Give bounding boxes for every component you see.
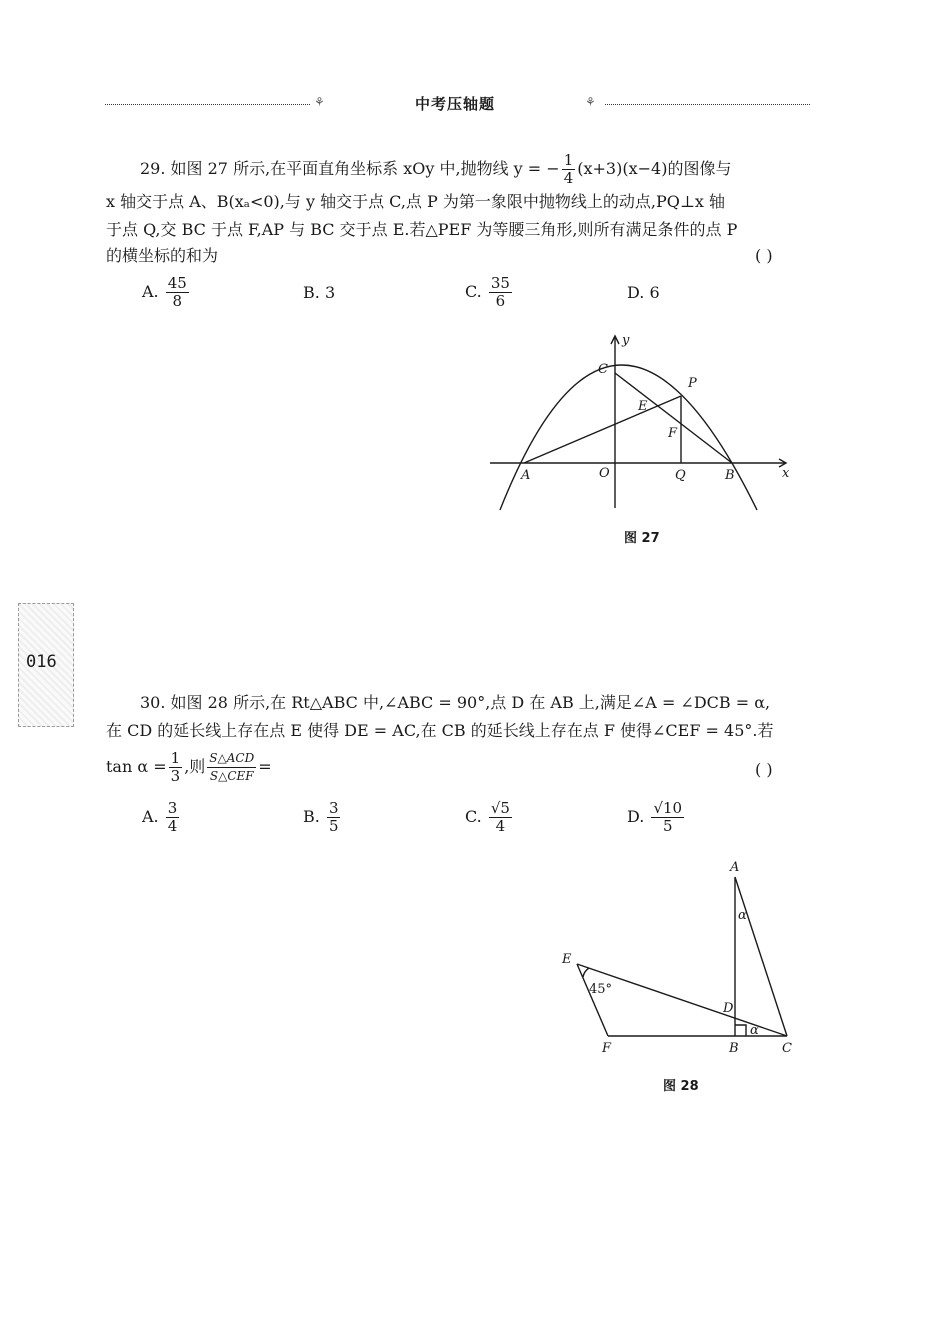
- frac-num: 3: [328, 799, 339, 817]
- frac-den: 6: [495, 292, 506, 310]
- option-fraction: [327, 800, 341, 835]
- option-letter: A.: [142, 282, 159, 301]
- q30-option-c: [465, 800, 514, 835]
- frac-num: √5: [490, 799, 510, 817]
- option-letter: C.: [465, 282, 482, 301]
- right-angle-mark: [735, 1025, 746, 1036]
- label-a: A: [730, 860, 740, 875]
- label-q: Q: [675, 468, 686, 483]
- segment-bc: [615, 373, 732, 463]
- option-letter: D.: [627, 283, 645, 302]
- ratio-den: S△CEF: [209, 769, 254, 783]
- label-b: B: [729, 1041, 739, 1056]
- frac-den: 5: [662, 817, 673, 835]
- option-letter: A.: [142, 807, 159, 826]
- q29-line-2: x 轴交于点 A、B(xₐ<0),与 y 轴交于点 C,点 P 为第一象限中抛物线上的动点,PQ⊥x 轴: [106, 192, 725, 211]
- q29-frac-num: 1: [563, 151, 574, 169]
- label-o: O: [599, 466, 610, 481]
- label-c: C: [782, 1041, 792, 1056]
- q29-line-4: 的横坐标的和为: [106, 246, 219, 265]
- header-ornament-left: ⚘: [314, 95, 325, 109]
- q29-answer-blank: ( ): [755, 246, 773, 265]
- q30-line-2: 在 CD 的延长线上存在点 E 使得 DE = AC,在 CB 的延长线上存在点 F 使得∠CEF = 45°.若: [106, 721, 774, 740]
- q30-area-ratio: [207, 750, 256, 785]
- frac-num: 45: [167, 274, 187, 292]
- label-45-degree: 45°: [589, 982, 613, 997]
- q29-line-1-end: (x+3)(x−4)的图像与: [577, 159, 732, 178]
- label-alpha-bottom: α: [750, 1023, 759, 1038]
- q30-line-1: 30. 如图 28 所示,在 Rt△ABC 中,∠ABC = 90°,点 D 在 AB 上,满足∠A = ∠DCB = α,: [140, 693, 771, 712]
- label-y: y: [622, 333, 630, 348]
- q30-option-a: [142, 800, 181, 835]
- option-value: 6: [649, 283, 660, 302]
- frac-num: 3: [167, 799, 178, 817]
- header-rule-left: [105, 104, 310, 105]
- figure-27: [480, 330, 800, 520]
- q29-option-d: [627, 283, 660, 302]
- q30-equals: =: [258, 757, 272, 776]
- q29-line-1-start: 29. 如图 27 所示,在平面直角坐标系 xOy 中,抛物线 y = −: [140, 159, 560, 178]
- header-ornament-right: ⚘: [585, 95, 596, 109]
- q30-answer-blank: ( ): [755, 760, 773, 779]
- q29-option-a: [142, 275, 191, 310]
- frac-den: 5: [328, 817, 339, 835]
- q29-option-c: [465, 275, 514, 310]
- option-letter: B.: [303, 283, 320, 302]
- label-b: B: [725, 468, 735, 483]
- label-d: D: [723, 1001, 734, 1016]
- q29-fraction: [562, 152, 576, 187]
- option-letter: D.: [627, 807, 645, 826]
- frac-den: 4: [167, 817, 178, 835]
- q30-option-d: [627, 800, 686, 835]
- q29-line-1: [140, 152, 731, 187]
- frac-den: 4: [495, 817, 506, 835]
- parabola: [500, 365, 757, 510]
- q30-option-b: [303, 800, 342, 835]
- segment-ac: [735, 877, 787, 1036]
- segment-ap: [524, 396, 681, 463]
- label-e: E: [562, 952, 572, 967]
- label-f: F: [668, 426, 678, 441]
- q30-tan-fraction: [169, 750, 183, 785]
- option-value: 3: [324, 283, 336, 302]
- q29-line-3: 于点 Q,交 BC 于点 F,AP 与 BC 交于点 E.若△PEF 为等腰三角形,则所有满足条件的点 P: [106, 220, 738, 239]
- page-title: 中考压轴题: [414, 95, 495, 113]
- q30-tan-label: tan α =: [106, 757, 167, 776]
- figure-27-caption: 图 27: [624, 531, 660, 546]
- option-fraction: [651, 800, 684, 835]
- option-fraction: [489, 275, 512, 310]
- label-c: C: [598, 362, 608, 377]
- q29-option-b: [303, 283, 335, 302]
- q29-frac-den: 4: [563, 169, 574, 187]
- angle-arc-e: [583, 968, 589, 977]
- figure-28: [550, 855, 810, 1065]
- segment-ef: [577, 964, 608, 1036]
- header-rule-right: [605, 104, 810, 105]
- frac-num: 1: [170, 749, 181, 767]
- q30-then: ,则: [184, 757, 206, 776]
- label-f: F: [602, 1041, 612, 1056]
- option-letter: C.: [465, 807, 482, 826]
- label-alpha-top: α: [738, 908, 747, 923]
- option-fraction: [166, 275, 189, 310]
- option-fraction: [489, 800, 512, 835]
- option-fraction: [166, 800, 180, 835]
- page-number: 016: [26, 652, 57, 672]
- label-a: A: [521, 468, 531, 483]
- frac-num: 35: [490, 274, 510, 292]
- frac-den: 8: [172, 292, 183, 310]
- label-x: x: [782, 466, 790, 481]
- q30-line-3: [106, 750, 272, 785]
- frac-den: 3: [170, 767, 181, 785]
- figure-28-caption: 图 28: [663, 1079, 699, 1094]
- option-letter: B.: [303, 807, 320, 826]
- ratio-num: S△ACD: [207, 750, 256, 768]
- label-p: P: [688, 376, 697, 391]
- label-e: E: [638, 399, 648, 414]
- frac-num: √10: [653, 799, 683, 817]
